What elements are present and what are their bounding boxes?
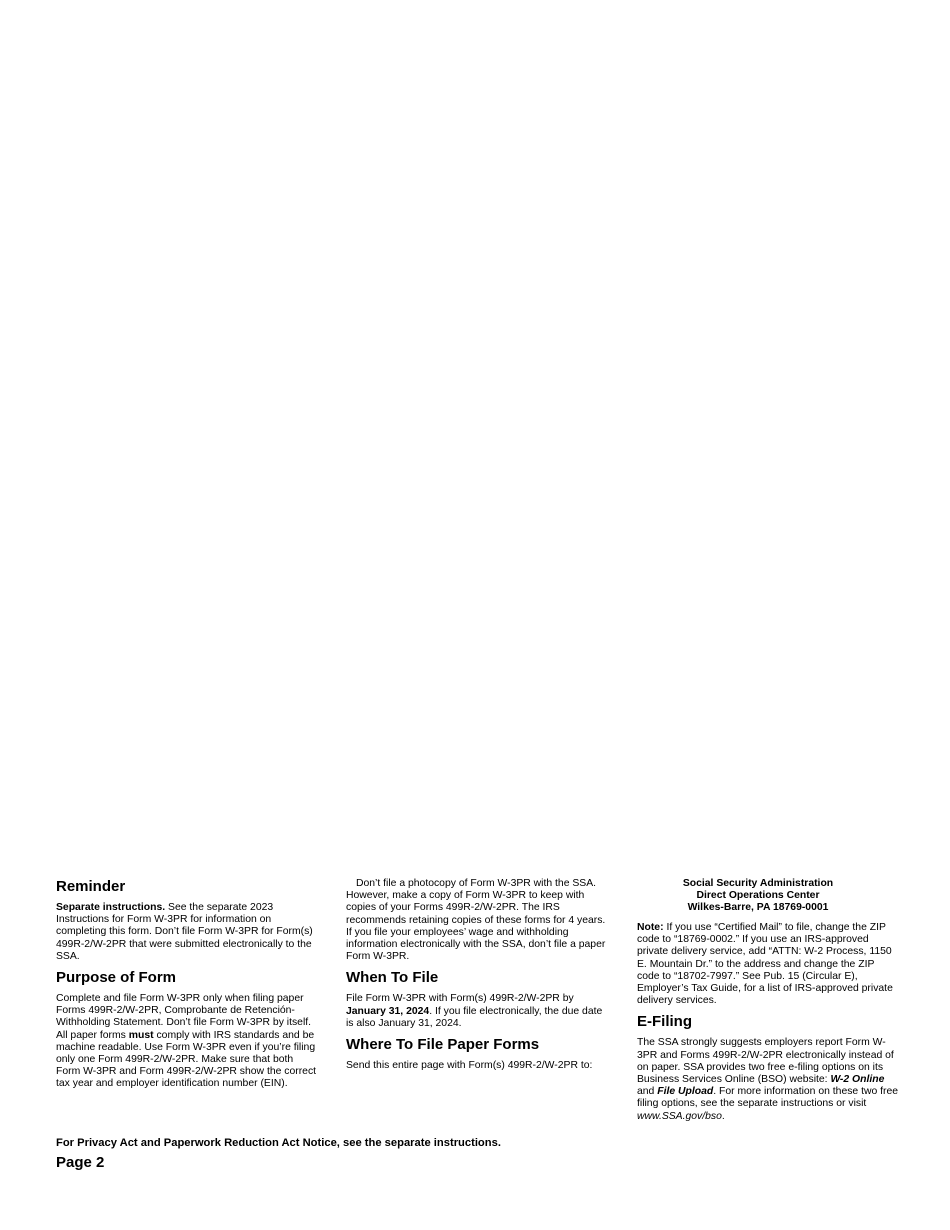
column-right <box>637 878 899 1129</box>
purpose-paragraph <box>56 993 318 1091</box>
when-text-1: File Form W-3PR with Form(s) 499R-2/W-2PR by <box>346 993 574 1005</box>
purpose-must: must <box>128 1029 154 1041</box>
efiling-option-file-upload: File Upload <box>657 1086 714 1098</box>
purpose-heading: Purpose of Form <box>56 969 177 987</box>
efiling-heading: E-Filing <box>637 1013 692 1031</box>
address-line: Wilkes-Barre, PA 18769-0001 <box>687 902 829 913</box>
reminder-text: See the separate 2023 Instructions for Form W-3PR for information on completing this form. Don’t file Form W-3PR for Form(s) 499R-2/W-2PR that were submitted electronically to the SSA. <box>56 902 313 962</box>
column-middle <box>346 878 608 1078</box>
efiling-url-link[interactable]: www.SSA.gov/bso <box>637 1110 722 1122</box>
privacy-notice: For Privacy Act and Paperwork Reduction Act Notice, see the separate instructions. <box>56 1137 501 1149</box>
purpose-text-2: comply with IRS standards and be machine readable. Use Form W-3PR even if you’re filing only one Form 499R-2/W-2PR. Make sure that both Form W-3PR and Form 499R-2/W-2PR show the correct tax year and employer identification number (EIN). <box>56 1029 317 1090</box>
reminder-heading: Reminder <box>56 878 126 895</box>
where-heading: Where To File Paper Forms <box>346 1036 540 1054</box>
when-heading: When To File <box>346 969 439 987</box>
page-number: Page 2 <box>56 1154 105 1171</box>
when-paragraph <box>346 993 608 1030</box>
note-lead: Note: <box>637 922 664 933</box>
reminder-lead: Separate instructions. <box>56 902 166 913</box>
reminder-paragraph <box>56 902 318 963</box>
column-left <box>56 878 318 1097</box>
efiling-text-1: The SSA strongly suggests employers report Form W-3PR and Forms 499R-2/W-2PR electronically instead of on paper. SSA provides two free e-filing options on its Business Services Online (BSO) website: <box>637 1037 894 1086</box>
when-text-2: . If you file electronically, the due date is also January 31, 2024. <box>346 1005 603 1029</box>
purpose-text-1: Complete and file Form W-3PR only when filing paper Forms 499R-2/W-2PR, Comprobante de Retención-Withholding Statement. Don’t file Form W-3PR by itself. All paper forms <box>56 993 312 1041</box>
efiling-option-w2-online: W-2 Online <box>830 1074 885 1086</box>
efiling-paragraph <box>637 1037 899 1122</box>
address-line: Social Security Administration <box>682 878 834 889</box>
mailing-address <box>637 878 899 914</box>
when-date: January 31, 2024 <box>346 1005 430 1017</box>
efiling-text-2: . For more information on these two free filing options, see the separate instructions or visit <box>637 1086 899 1110</box>
photocopy-paragraph: Don’t file a photocopy of Form W-3PR with the SSA. However, make a copy of Form W-3PR to keep with copies of your Forms 499R-2/W-2PR. The IRS recommends retaining copies of these forms for 4 years. If you file your employees’ wage and withholding information electronically with the SSA, don’t file a paper Form W-3PR. <box>346 878 606 963</box>
note-paragraph <box>637 922 899 1007</box>
efiling-end: . <box>721 1110 725 1122</box>
address-line: Direct Operations Center <box>696 890 820 901</box>
note-text: If you use “Certified Mail” to file, change the ZIP code to “18769-0002.” If you use an IRS-approved private delivery service, add “ATTN: W-2 Process, 1150 E. Mountain Dr.” to the address and change the ZIP code to “18702-7997.” See Pub. 15 (Circular E), Employer’s Tax Guide, for a list of IRS-approved private delivery services. <box>637 922 893 1007</box>
where-paragraph: Send this entire page with Form(s) 499R-2/W-2PR to: <box>346 1060 593 1072</box>
efiling-and: and <box>637 1086 658 1098</box>
